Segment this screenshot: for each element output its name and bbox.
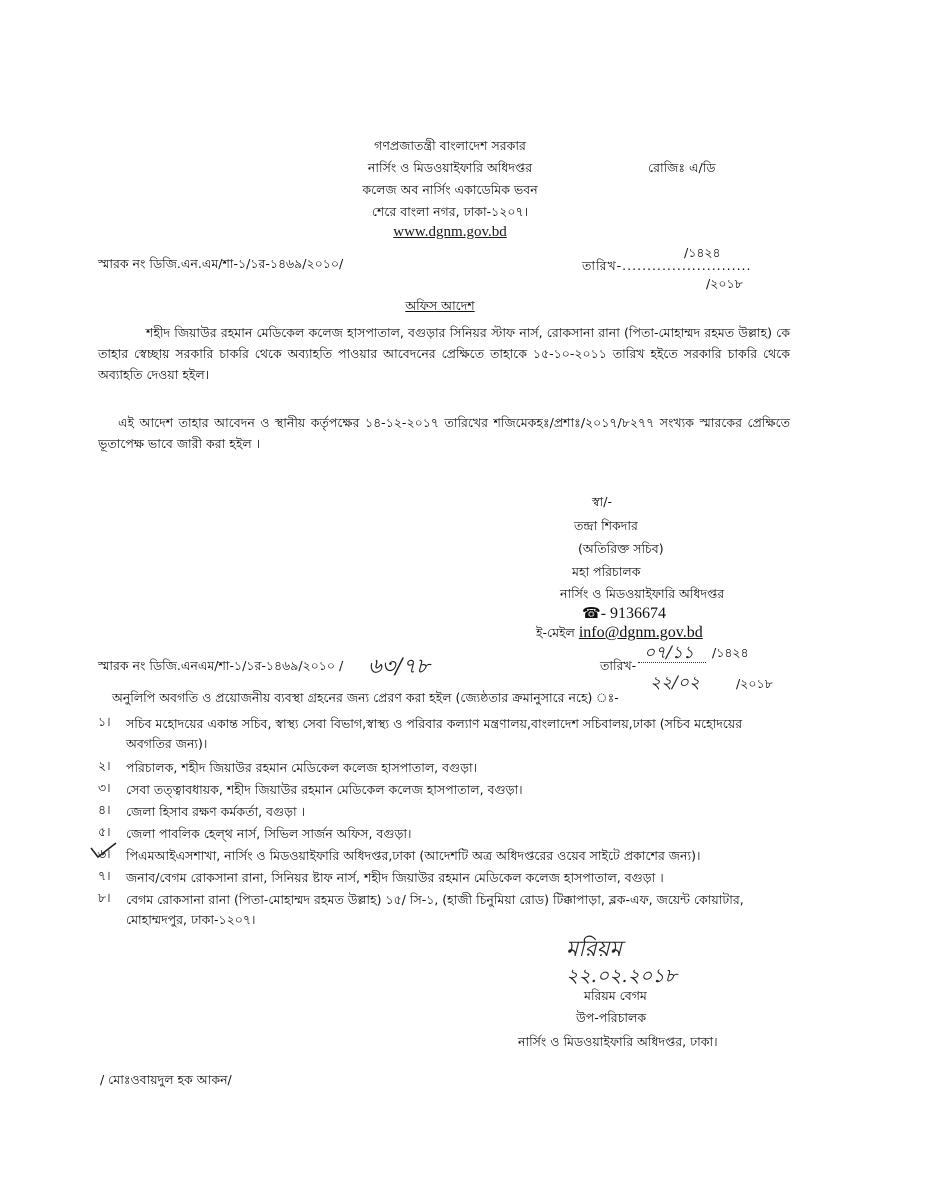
order-paragraph-2: এই আদেশ তাহার আবেদন ও স্থানীয় কর্তৃপক্ষের ১৪-১২-২০১৭ তারিখের শজিমেকহঃ/প্রশাঃ/২০১৭/৮২৭৭ সংখ্যক স্মারকের প্রেক্ষিতে ভূতাপেক্ষ ভাবে জারী করা হইল । — [98, 415, 790, 451]
copy-item-number: ৪। — [98, 802, 111, 817]
copy-item-number: ৩। — [98, 780, 111, 795]
email-label: ই-মেইল — [536, 625, 575, 640]
copy-item-number: ২। — [98, 758, 111, 773]
document-title: অফিস আদেশ — [405, 298, 475, 313]
copy-item-number: ৮। — [98, 890, 111, 905]
copy-item-text: সেবা তত্ত্বাবধায়ক, শহীদ জিয়াউর রহমান মেডিকেল কলেজ হাসপাতাল, বগুড়া। — [126, 782, 523, 797]
memo-year-gregorian: /২০১৮ — [706, 276, 743, 291]
header-building: কলেজ অব নার্সিং একাডেমিক ভবন — [362, 182, 538, 197]
signatory-email-link[interactable]: info@dgnm.gov.bd — [578, 624, 703, 641]
copy-intro: অনুলিপি অবগতি ও প্রয়োজনীয় ব্যবস্থা গ্রহনের জন্য প্রেরণ করা হইল (জ্যেষ্ঠতার ক্রমানুসারে নহে) ঃ- — [112, 690, 619, 705]
registry-code: রোজিঃ এ/ডি — [648, 160, 716, 175]
memo2-date-label: তারিখ- — [600, 658, 637, 673]
header-address: শেরে বাংলা নগর, ঢাকা-১২০৭। — [371, 204, 529, 219]
memo2-number: স্মারক নং ডিজি.এনএম/শা-১/১র-১৪৬৯/২০১০ / — [98, 658, 344, 673]
memo-number: স্মারক নং ডিজি.এন.এম/শা-১/১র-১৪৬৯/২০১০/ — [98, 256, 344, 271]
tick-mark-icon — [88, 840, 120, 862]
copy-item-number: ৬। — [98, 846, 111, 861]
copy-item-number: ১। — [98, 714, 111, 729]
signatory-phone: - 9136674 — [600, 605, 667, 622]
signatory2-title: উপ-পরিচালক — [576, 1010, 647, 1025]
memo-year-bengali: /১৪২৪ — [684, 245, 721, 260]
memo-date-label: তারিখ-.......................... — [582, 258, 752, 273]
memo2-date-dots — [638, 662, 706, 663]
copy-item-text: জেলা হিসাব রক্ষণ কর্মকর্তা, বগুড়া । — [126, 804, 306, 819]
copy-item-number: ৭। — [98, 868, 111, 883]
signatory2-name: মরিয়ম বেগম — [584, 988, 647, 1003]
signature-date: ২২.০২.২০১৮ — [566, 965, 677, 987]
signatory-phone-row — [582, 604, 666, 623]
memo2-handwritten-date-bengali: ০৭/১১ — [644, 643, 694, 663]
copy-item-number: ৫। — [98, 824, 111, 839]
memo2-year-bengali: /১৪২৪ — [712, 645, 749, 660]
phone-icon: ☎ — [582, 604, 601, 622]
copy-item-text: জনাব/বেগম রোকসানা রানা, সিনিয়র ষ্টাফ নার্স, শহীদ জিয়াউর রহমান মেডিকেল কলেজ হাসপাতাল, বগুড়া । — [126, 870, 664, 885]
typist-reference: / মোঃওবায়দুল হক আকন/ — [100, 1072, 232, 1087]
signatory-name: তন্দ্রা শিকদার — [574, 518, 638, 533]
header-government: গণপ্রজাতন্ত্রী বাংলাদেশ সরকার — [374, 138, 526, 153]
signatory-rank: (অতিরিক্ত সচিব) — [578, 541, 664, 556]
copy-item-text: সচিব মহোদয়ের একান্ত সচিব, স্বাস্থ্য সেবা বিভাগ,স্বাস্থ্য ও পরিবার কল্যাণ মন্ত্রণালয়,বাংলাদেশ সচিবালয়,ঢাকা (সচিব মহোদয়ের অবগতির জন্য)। — [126, 716, 743, 751]
header-directorate: নার্সিং ও মিডওয়াইফারি অধিদপ্তর — [367, 160, 533, 175]
header-website-link[interactable]: www.dgnm.gov.bd — [393, 224, 507, 240]
copy-item-text: বেগম রোকসানা রানা (পিতা-মোহাম্মদ রহমত উল্লাহ) ১৫/ সি-১, (হাজী চিনুমিয়া রোড) টিক্কাপাড়া, ব্লক-এফ, জয়েন্ট কোয়াটার, মোহাম্মদপুর, ঢাকা-১২০৭। — [126, 892, 744, 927]
signatory-office: নার্সিং ও মিডওয়াইফারি অধিদপ্তর — [560, 586, 725, 601]
memo2-handwritten-number: ৬৩/৭৮ — [368, 654, 430, 678]
signed-mark: স্বা/- — [592, 494, 612, 509]
signatory-title: মহা পরিচালক — [572, 564, 641, 579]
copy-item-text: পরিচালক, শহীদ জিয়াউর রহমান মেডিকেল কলেজ হাসপাতাল, বগুড়া। — [126, 760, 478, 775]
memo2-handwritten-date-gregorian: ২২/০২ — [650, 673, 700, 693]
memo2-year-gregorian: /২০১৮ — [736, 676, 773, 691]
signatory2-office: নার্সিং ও মিডওয়াইফারি অধিদপ্তর, ঢাকা। — [518, 1034, 718, 1049]
copy-item-text: পিএমআইএসশাখা, নার্সিং ও মিডওয়াইফারি অধিদপ্তর,ঢাকা (আদেশটি অত্র অধিদপ্তরের ওয়েব সাইটে প্রকাশের জন্য)। — [126, 848, 701, 863]
order-paragraph-1: শহীদ জিয়াউর রহমান মেডিকেল কলেজ হাসপাতাল, বগুড়ার সিনিয়র স্টাফ নার্স, রোকসানা রানা (পিতা-মোহাম্মদ রহমত উল্লাহ) কে তাহার স্বেচ্ছায় সরকারি চাকরি থেকে অব্যাহতি পাওয়ার আবেদনের প্রেক্ষিতে তাহাকে ১৫-১০-২০১১ তারিখ হইতে সরকারি চাকরি থেকে অব্যাহতি দেওয়া হইল। — [98, 325, 790, 382]
signature: মরিয়ম — [566, 937, 622, 962]
copy-item-text: জেলা পাবলিক হেল্থ নার্স, সিভিল সার্জন অফিস, বগুড়া। — [126, 826, 412, 841]
